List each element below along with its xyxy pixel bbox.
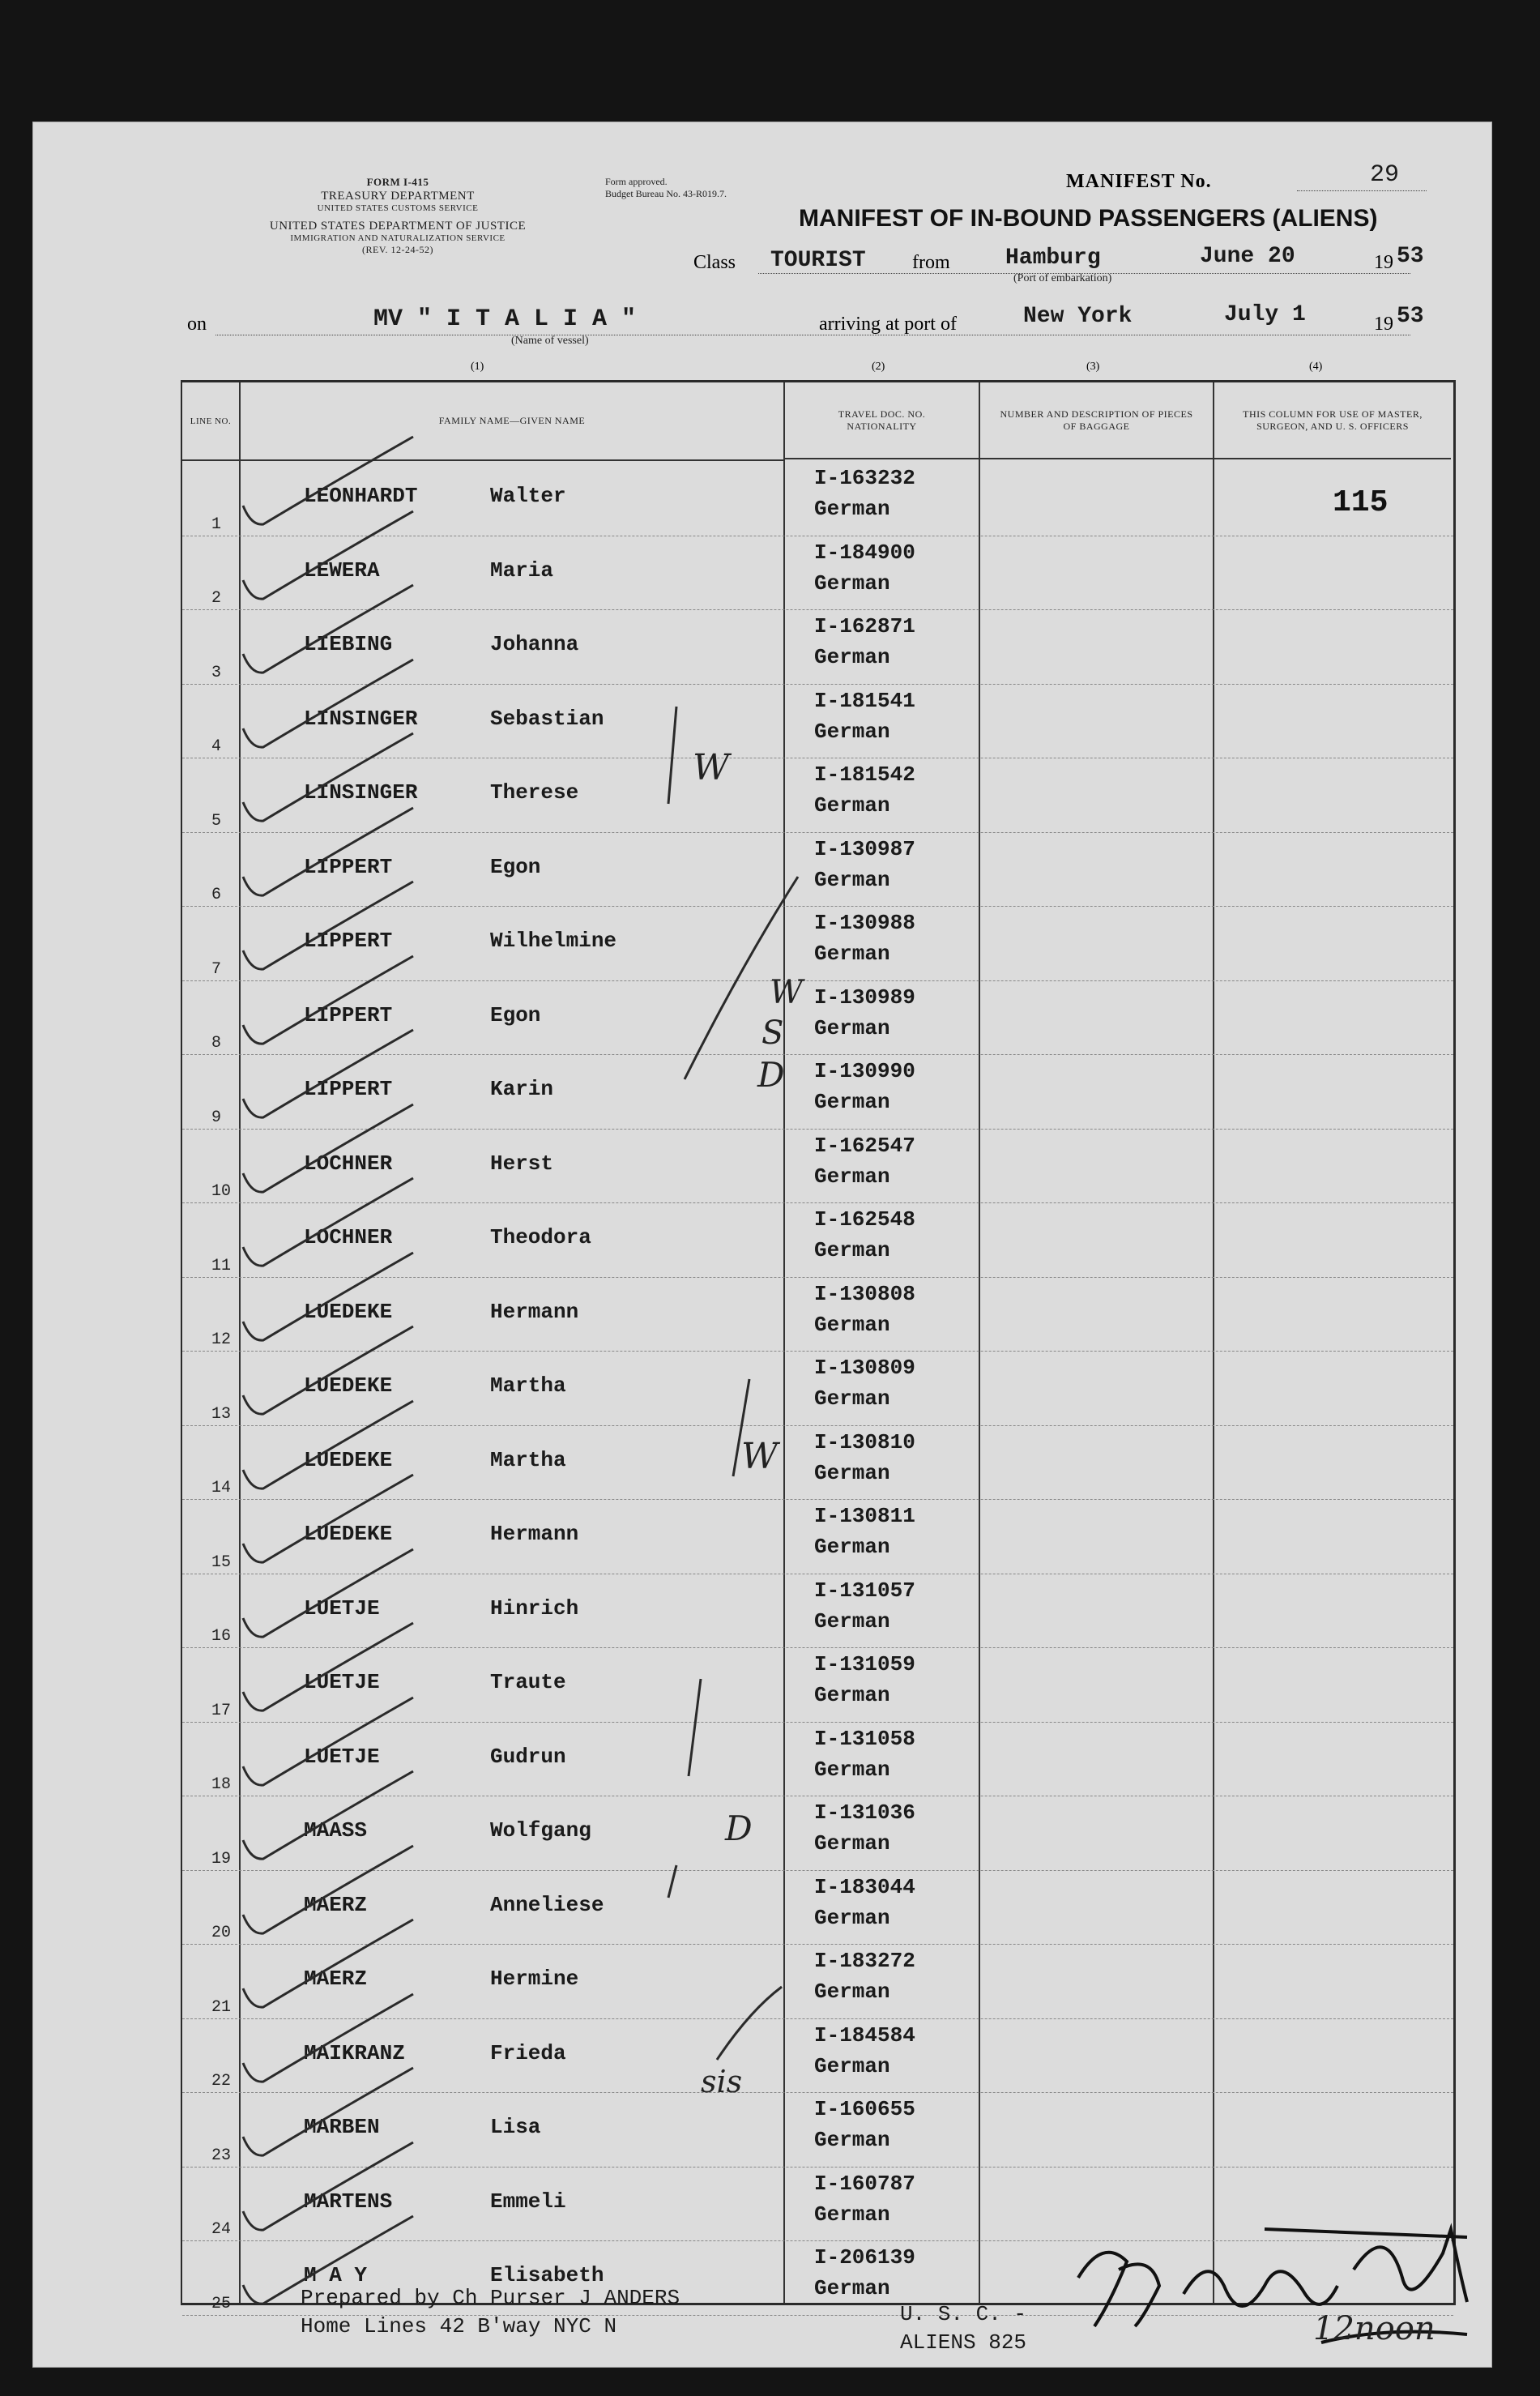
family-name: LUETJE <box>304 1744 380 1769</box>
manifest-no-value: 29 <box>1370 161 1400 189</box>
prepared-address: Home Lines 42 B'way NYC N <box>301 2314 617 2338</box>
nationality: German <box>814 1980 890 2004</box>
given-name: Martha <box>490 1373 566 1398</box>
travel-doc-no: I-163232 <box>814 466 915 490</box>
travel-doc-no: I-130808 <box>814 1281 915 1306</box>
form-approval <box>605 176 727 200</box>
given-name: Elisabeth <box>490 2263 604 2287</box>
passenger-table <box>181 380 1456 2313</box>
family-name: LOCHNER <box>304 1225 393 1249</box>
family-name: LINSINGER <box>304 706 418 731</box>
travel-doc-no: I-160787 <box>814 2171 915 2196</box>
travel-doc-no: I-131057 <box>814 1578 915 1603</box>
travel-doc-no: I-162547 <box>814 1133 915 1158</box>
given-name: Theodora <box>490 1225 591 1249</box>
given-name: Emmeli <box>490 2189 566 2214</box>
travel-doc-no: I-131036 <box>814 1800 915 1825</box>
given-name: Maria <box>490 557 554 583</box>
given-name: Martha <box>490 1447 566 1472</box>
given-name: Anneliese <box>490 1892 604 1917</box>
travel-doc-no: I-130987 <box>814 836 915 861</box>
family-name: LUEDEKE <box>304 1299 393 1324</box>
line-number: 5 <box>211 811 222 831</box>
given-name: Lisa <box>490 2115 541 2139</box>
travel-doc-no: I-183272 <box>814 1949 915 1973</box>
family-name: MARBEN <box>304 2115 380 2139</box>
embark-year: 53 <box>1397 244 1424 269</box>
nationality: German <box>814 1238 890 1262</box>
nationality: German <box>814 645 890 669</box>
year-prefix: 19 <box>1374 252 1393 273</box>
family-name: LUEDEKE <box>304 1373 393 1398</box>
annotation-w: W <box>693 747 730 788</box>
line-number: 17 <box>211 1701 232 1720</box>
line-number: 11 <box>211 1256 232 1275</box>
given-name: Egon <box>490 1002 541 1027</box>
line-number: 8 <box>211 1034 222 1053</box>
travel-doc-no: I-181542 <box>814 762 915 787</box>
given-name: Egon <box>490 854 541 879</box>
col-number-2: (2) <box>872 361 885 373</box>
travel-doc-no: I-130810 <box>814 1429 915 1454</box>
nationality: German <box>814 1386 890 1411</box>
manifest-page <box>32 122 1492 2368</box>
class-label: Class <box>693 252 736 273</box>
travel-doc-no: I-130988 <box>814 911 915 935</box>
port-embarkation: Hamburg <box>1005 246 1101 271</box>
vessel-caption: (Name of vessel) <box>511 335 589 347</box>
line-number: 23 <box>211 2146 232 2165</box>
given-name: Walter <box>490 484 566 508</box>
family-name: LEWERA <box>304 557 380 583</box>
nationality: German <box>814 1831 890 1856</box>
arrival-year: 53 <box>1397 304 1424 329</box>
given-name: Gudrun <box>490 1744 566 1769</box>
nationality: German <box>814 2202 890 2227</box>
travel-doc-no: I-130809 <box>814 1356 915 1380</box>
family-name: MAASS <box>304 1818 368 1843</box>
col-number-3: (3) <box>1086 361 1100 373</box>
family-name: LIPPERT <box>304 1002 393 1027</box>
manifest-no-label: MANIFEST No. <box>1066 171 1212 192</box>
family-name: M A Y <box>304 2263 368 2287</box>
line-number: 13 <box>211 1404 232 1424</box>
given-name: Hermine <box>490 1967 579 1991</box>
form-agency-block <box>171 176 625 255</box>
family-name: LUETJE <box>304 1595 380 1621</box>
arrival-year-prefix: 19 <box>1374 314 1393 335</box>
revision: (REV. 12-24-52) <box>362 243 433 255</box>
nationality: German <box>814 1608 890 1634</box>
travel-doc-no: I-131059 <box>814 1652 915 1676</box>
family-name: MAIKRANZ <box>304 2040 405 2065</box>
line-number: 20 <box>211 1924 232 1942</box>
nationality: German <box>814 1535 890 1559</box>
handwritten-marks <box>182 382 1451 2300</box>
header-travel-doc: TRAVEL DOC. NO. NATIONALITY <box>785 382 979 459</box>
line-number: 21 <box>211 1997 232 2017</box>
line-number: 25 <box>211 2294 232 2313</box>
line-number: 12 <box>211 1330 232 1349</box>
arrival-date: July 1 <box>1224 302 1306 327</box>
officer-mark: 115 <box>1333 485 1389 520</box>
customs-service: UNITED STATES CUSTOMS SERVICE <box>317 203 479 213</box>
embark-date: June 20 <box>1200 244 1295 269</box>
nationality: German <box>814 2053 890 2078</box>
travel-doc-no: I-130989 <box>814 984 915 1010</box>
line-number: 2 <box>211 589 222 608</box>
annotation-sis: sis <box>701 2064 743 2099</box>
header-line-no: LINE NO. <box>182 382 239 461</box>
nationality: German <box>814 1164 890 1189</box>
family-name: LIPPERT <box>304 929 393 953</box>
travel-doc-no: I-181541 <box>814 688 915 713</box>
annotation-w: W <box>741 1436 779 1477</box>
given-name: Sebastian <box>490 706 604 731</box>
family-name: LINSINGER <box>304 780 418 805</box>
nationality: German <box>814 2128 890 2152</box>
prepared-by: Prepared by Ch Purser J ANDERS <box>301 2286 680 2310</box>
form-approved: Form approved. <box>605 176 668 187</box>
line-number: 4 <box>211 737 222 756</box>
arriving-label: arriving at port of <box>819 314 957 335</box>
family-name: LUETJE <box>304 1670 380 1694</box>
given-name: Wolfgang <box>490 1818 591 1843</box>
given-name: Frieda <box>490 2040 566 2065</box>
header-name: FAMILY NAME—GIVEN NAME <box>241 382 783 461</box>
budget-bureau: Budget Bureau No. 43-R019.7. <box>605 188 727 199</box>
given-name: Johanna <box>490 632 579 656</box>
justice-dept: UNITED STATES DEPARTMENT OF JUSTICE <box>269 219 527 233</box>
family-name: MAERZ <box>304 1892 368 1917</box>
family-name: LEONHARDT <box>304 484 418 508</box>
line-number: 6 <box>211 886 222 904</box>
arrival-port: New York <box>1023 304 1133 329</box>
nationality: German <box>814 1015 890 1040</box>
travel-doc-no: I-130990 <box>814 1059 915 1083</box>
form-number: FORM I-415 <box>366 176 429 188</box>
nationality: German <box>814 497 890 521</box>
family-name: LIEBING <box>304 632 393 656</box>
travel-doc-no: I-206139 <box>814 2245 915 2270</box>
annotation-d: D <box>725 1809 753 1848</box>
nationality: German <box>814 1460 890 1485</box>
manifest-title: MANIFEST OF IN-BOUND PASSENGERS (ALIENS) <box>799 205 1378 232</box>
nationality: German <box>814 570 890 596</box>
family-name: MARTENS <box>304 2189 393 2214</box>
family-name: LIPPERT <box>304 1077 393 1101</box>
port-embark-caption: (Port of embarkation) <box>1013 272 1112 284</box>
nationality: German <box>814 942 890 966</box>
family-name: LUEDEKE <box>304 1522 393 1546</box>
given-name: Hinrich <box>490 1595 579 1621</box>
on-label: on <box>187 314 207 335</box>
nationality: German <box>814 1312 890 1337</box>
given-name: Hermann <box>490 1299 579 1324</box>
time-annotation: 12noon <box>1313 2310 1435 2347</box>
nationality: German <box>814 867 890 892</box>
pencil-stroke <box>717 1987 782 2060</box>
family-name: MAERZ <box>304 1967 368 1991</box>
line-number: 24 <box>211 2220 232 2239</box>
line-number: 22 <box>211 2072 232 2091</box>
given-name: Traute <box>490 1670 566 1694</box>
annotation-d: D <box>757 1055 785 1095</box>
travel-doc-no: I-184900 <box>814 540 915 565</box>
line-number: 10 <box>211 1182 232 1201</box>
line-number: 18 <box>211 1775 232 1794</box>
col-number-1: (1) <box>471 361 484 373</box>
annotation-w: W <box>770 974 804 1011</box>
family-name: LOCHNER <box>304 1151 393 1176</box>
given-name: Karin <box>490 1077 554 1101</box>
line-number: 15 <box>211 1552 232 1572</box>
header-baggage: NUMBER AND DESCRIPTION OF PIECES OF BAGGAGE <box>980 382 1213 459</box>
treasury-dept: TREASURY DEPARTMENT <box>321 189 475 203</box>
travel-doc-no: I-160655 <box>814 2097 915 2121</box>
usc-label: U. S. C. - <box>900 2302 1027 2326</box>
travel-doc-no: I-130811 <box>814 1504 915 1528</box>
nationality: German <box>814 1683 890 1707</box>
travel-doc-no: I-183044 <box>814 1874 915 1899</box>
travel-doc-no: I-131058 <box>814 1726 915 1751</box>
nationality: German <box>814 1905 890 1930</box>
class-value: TOURIST <box>770 248 866 273</box>
travel-doc-no: I-162871 <box>814 614 915 639</box>
aliens-count: ALIENS 825 <box>900 2330 1027 2355</box>
col-number-4: (4) <box>1309 361 1323 373</box>
nationality: German <box>814 2276 890 2300</box>
line-number: 9 <box>211 1108 222 1127</box>
nationality: German <box>814 793 890 818</box>
header-officers: THIS COLUMN FOR USE OF MASTER, SURGEON, AND U. S. OFFICERS <box>1214 382 1451 459</box>
given-name: Herst <box>490 1151 554 1176</box>
travel-doc-no: I-162548 <box>814 1207 915 1232</box>
travel-doc-no: I-184584 <box>814 2022 915 2048</box>
from-label: from <box>912 252 950 273</box>
line-number: 19 <box>211 1849 232 1869</box>
given-name: Hermann <box>490 1522 579 1546</box>
nationality: German <box>814 1090 890 1114</box>
ins-service: IMMIGRATION AND NATURALIZATION SERVICE <box>290 233 506 243</box>
nationality: German <box>814 1757 890 1782</box>
line-number: 3 <box>211 663 222 682</box>
nationality: German <box>814 719 890 744</box>
given-name: Wilhelmine <box>490 929 617 953</box>
family-name: LUEDEKE <box>304 1447 393 1472</box>
pencil-stroke <box>689 1679 701 1776</box>
line-number: 7 <box>211 959 222 979</box>
annotation-s: S <box>761 1014 784 1052</box>
pencil-stroke <box>668 1865 676 1898</box>
vessel-name: MV " I T A L I A " <box>373 305 637 333</box>
line-number: 14 <box>211 1479 232 1497</box>
line-number: 16 <box>211 1627 232 1646</box>
given-name: Therese <box>490 780 579 805</box>
pencil-stroke <box>668 707 676 804</box>
family-name: LIPPERT <box>304 854 393 879</box>
line-number: 1 <box>211 515 222 534</box>
